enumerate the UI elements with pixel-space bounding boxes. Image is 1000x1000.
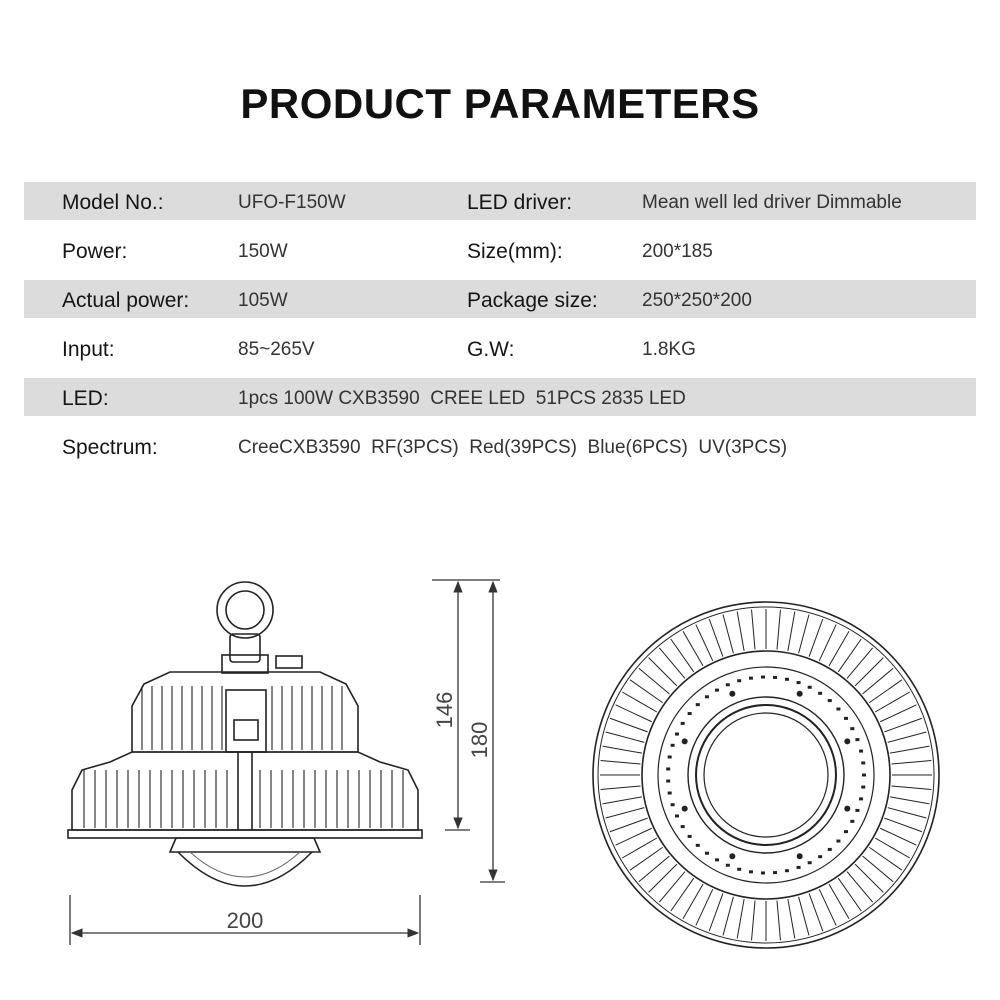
param-label: Actual power: bbox=[62, 289, 190, 312]
param-value: 200*185 bbox=[642, 241, 713, 262]
page-title: PRODUCT PARAMETERS bbox=[240, 80, 760, 127]
param-row-led bbox=[24, 378, 976, 416]
param-value: UFO-F150W bbox=[238, 192, 346, 213]
param-label: G.W: bbox=[467, 338, 515, 361]
top-view-drawing bbox=[593, 602, 939, 948]
param-label: Size(mm): bbox=[467, 240, 563, 263]
param-label: Model No.: bbox=[62, 191, 164, 214]
param-value: 250*250*200 bbox=[642, 290, 752, 311]
param-row-actual-power bbox=[24, 280, 976, 318]
param-value: CreeCXB3590 RF(3PCS) Red(39PCS) Blue(6PCS) UV(3PCS) bbox=[238, 437, 788, 458]
param-label: LED: bbox=[62, 387, 109, 410]
technical-drawing bbox=[0, 540, 1000, 1000]
param-label: Input: bbox=[62, 338, 115, 361]
param-value: 105W bbox=[238, 290, 288, 311]
param-value: 85~265V bbox=[238, 339, 315, 360]
outer-height-label: 180 bbox=[467, 721, 492, 759]
param-row-model bbox=[24, 182, 976, 220]
side-view-drawing bbox=[68, 582, 422, 886]
param-value: 150W bbox=[238, 241, 288, 262]
param-row-input bbox=[24, 329, 976, 367]
param-value: 1.8KG bbox=[642, 339, 696, 360]
param-row-spectrum bbox=[24, 427, 976, 465]
param-label: Power: bbox=[62, 240, 128, 263]
param-label: Package size: bbox=[467, 289, 598, 312]
param-value: 1pcs 100W CXB3590 CREE LED 51PCS 2835 LED bbox=[238, 388, 686, 409]
param-value: Mean well led driver Dimmable bbox=[642, 192, 902, 213]
parameters-table bbox=[24, 182, 976, 476]
width-label: 200 bbox=[226, 908, 264, 933]
param-row-power bbox=[24, 231, 976, 269]
param-label: Spectrum: bbox=[62, 436, 158, 459]
param-label: LED driver: bbox=[467, 191, 573, 214]
inner-height-label: 146 bbox=[432, 691, 457, 729]
